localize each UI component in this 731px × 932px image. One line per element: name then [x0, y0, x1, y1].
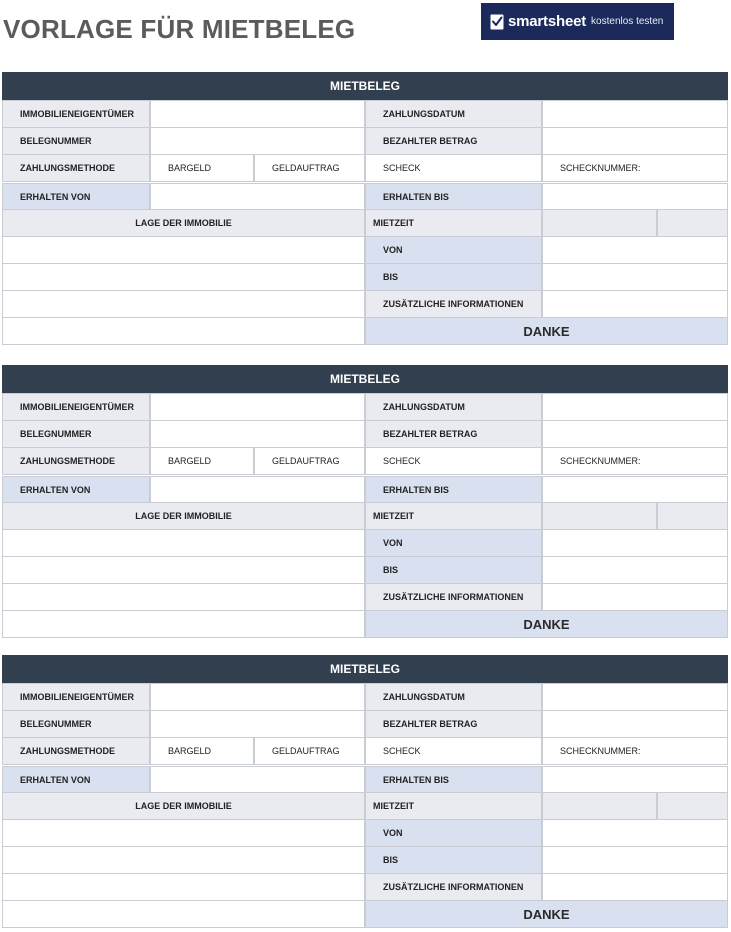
amount-paid-field[interactable] [542, 127, 728, 155]
additional-info-field[interactable] [542, 583, 728, 611]
thanks-banner: DANKE [365, 317, 728, 345]
receipt-header: MIETBELEG [2, 655, 728, 683]
payment-method-label: ZAHLUNGSMETHODE [2, 154, 150, 182]
property-location-line-2[interactable] [2, 263, 365, 291]
received-from-label: ERHALTEN VON [2, 476, 150, 503]
cash-option[interactable]: BARGELD [150, 737, 254, 765]
thanks-banner: DANKE [365, 610, 728, 638]
received-until-field[interactable] [542, 476, 728, 503]
rental-period-field-1[interactable] [542, 502, 657, 530]
owner-field[interactable] [150, 683, 365, 711]
from-label: VON [365, 819, 542, 847]
payment-date-field[interactable] [542, 393, 728, 421]
money-order-option[interactable]: GELDAUFTRAG [254, 447, 365, 475]
received-from-label: ERHALTEN VON [2, 766, 150, 793]
cash-option[interactable]: BARGELD [150, 154, 254, 182]
banner-brand: smartsheet [508, 13, 587, 30]
money-order-option[interactable]: GELDAUFTRAG [254, 737, 365, 765]
cash-option[interactable]: BARGELD [150, 447, 254, 475]
property-location-label: LAGE DER IMMOBILIE [2, 502, 365, 530]
receipt-header: MIETBELEG [2, 365, 728, 393]
smartsheet-logo-icon [490, 14, 504, 30]
received-until-label: ERHALTEN BIS [365, 183, 542, 210]
check-number-field[interactable]: SCHECKNUMMER: [542, 447, 728, 475]
to-field[interactable] [542, 556, 728, 584]
property-location-label: LAGE DER IMMOBILIE [2, 209, 365, 237]
amount-paid-field[interactable] [542, 420, 728, 448]
from-field[interactable] [542, 819, 728, 847]
property-location-line-3[interactable] [2, 290, 365, 318]
from-field[interactable] [542, 236, 728, 264]
rental-period-label: MIETZEIT [365, 502, 542, 530]
to-field[interactable] [542, 263, 728, 291]
received-until-label: ERHALTEN BIS [365, 766, 542, 793]
check-number-field[interactable]: SCHECKNUMMER: [542, 154, 728, 182]
receipt-number-label: BELEGNUMMER [2, 420, 150, 448]
page-title: VORLAGE FÜR MIETBELEG [3, 14, 356, 44]
payment-date-label: ZAHLUNGSDATUM [365, 393, 542, 421]
amount-paid-label: BEZAHLTER BETRAG [365, 127, 542, 155]
rental-period-label: MIETZEIT [365, 209, 542, 237]
rent-receipt-1 [2, 72, 728, 346]
receipt-number-label: BELEGNUMMER [2, 127, 150, 155]
payment-date-label: ZAHLUNGSDATUM [365, 683, 542, 711]
rent-receipt-3 [2, 655, 728, 929]
property-location-line-4[interactable] [2, 900, 365, 928]
received-until-label: ERHALTEN BIS [365, 476, 542, 503]
payment-date-label: ZAHLUNGSDATUM [365, 100, 542, 128]
check-option[interactable]: SCHECK [365, 154, 542, 182]
to-label: BIS [365, 263, 542, 291]
receipt-header: MIETBELEG [2, 72, 728, 100]
amount-paid-label: BEZAHLTER BETRAG [365, 420, 542, 448]
property-location-line-4[interactable] [2, 610, 365, 638]
to-field[interactable] [542, 846, 728, 874]
to-label: BIS [365, 846, 542, 874]
received-until-field[interactable] [542, 183, 728, 210]
receipt-number-label: BELEGNUMMER [2, 710, 150, 738]
property-location-line-3[interactable] [2, 583, 365, 611]
rental-period-field-1[interactable] [542, 209, 657, 237]
from-label: VON [365, 236, 542, 264]
receipt-number-field[interactable] [150, 127, 365, 155]
property-location-label: LAGE DER IMMOBILIE [2, 792, 365, 820]
additional-info-field[interactable] [542, 873, 728, 901]
from-label: VON [365, 529, 542, 557]
rental-period-field-1[interactable] [542, 792, 657, 820]
check-option[interactable]: SCHECK [365, 447, 542, 475]
amount-paid-field[interactable] [542, 710, 728, 738]
received-from-label: ERHALTEN VON [2, 183, 150, 210]
receipt-number-field[interactable] [150, 710, 365, 738]
property-location-line-1[interactable] [2, 819, 365, 847]
property-location-line-3[interactable] [2, 873, 365, 901]
received-from-field[interactable] [150, 476, 365, 503]
from-field[interactable] [542, 529, 728, 557]
smartsheet-banner[interactable] [481, 3, 674, 40]
payment-date-field[interactable] [542, 683, 728, 711]
rental-period-label: MIETZEIT [365, 792, 542, 820]
property-location-line-4[interactable] [2, 317, 365, 345]
additional-info-field[interactable] [542, 290, 728, 318]
additional-info-label: ZUSÄTZLICHE INFORMATIONEN [365, 873, 542, 901]
rental-period-field-2[interactable] [657, 792, 728, 820]
additional-info-label: ZUSÄTZLICHE INFORMATIONEN [365, 583, 542, 611]
owner-label: IMMOBILIENEIGENTÜMER [2, 393, 150, 421]
to-label: BIS [365, 556, 542, 584]
owner-label: IMMOBILIENEIGENTÜMER [2, 683, 150, 711]
payment-method-label: ZAHLUNGSMETHODE [2, 737, 150, 765]
rent-receipt-2 [2, 365, 728, 639]
banner-cta[interactable]: kostenlos testen [591, 16, 664, 27]
property-location-line-2[interactable] [2, 846, 365, 874]
property-location-line-2[interactable] [2, 556, 365, 584]
owner-field[interactable] [150, 393, 365, 421]
receipt-number-field[interactable] [150, 420, 365, 448]
property-location-line-1[interactable] [2, 529, 365, 557]
money-order-option[interactable]: GELDAUFTRAG [254, 154, 365, 182]
check-option[interactable]: SCHECK [365, 737, 542, 765]
check-number-field[interactable]: SCHECKNUMMER: [542, 737, 728, 765]
amount-paid-label: BEZAHLTER BETRAG [365, 710, 542, 738]
received-until-field[interactable] [542, 766, 728, 793]
rental-period-field-2[interactable] [657, 209, 728, 237]
received-from-field[interactable] [150, 766, 365, 793]
rental-period-field-2[interactable] [657, 502, 728, 530]
received-from-field[interactable] [150, 183, 365, 210]
payment-date-field[interactable] [542, 100, 728, 128]
property-location-line-1[interactable] [2, 236, 365, 264]
payment-method-label: ZAHLUNGSMETHODE [2, 447, 150, 475]
additional-info-label: ZUSÄTZLICHE INFORMATIONEN [365, 290, 542, 318]
thanks-banner: DANKE [365, 900, 728, 928]
owner-label: IMMOBILIENEIGENTÜMER [2, 100, 150, 128]
owner-field[interactable] [150, 100, 365, 128]
